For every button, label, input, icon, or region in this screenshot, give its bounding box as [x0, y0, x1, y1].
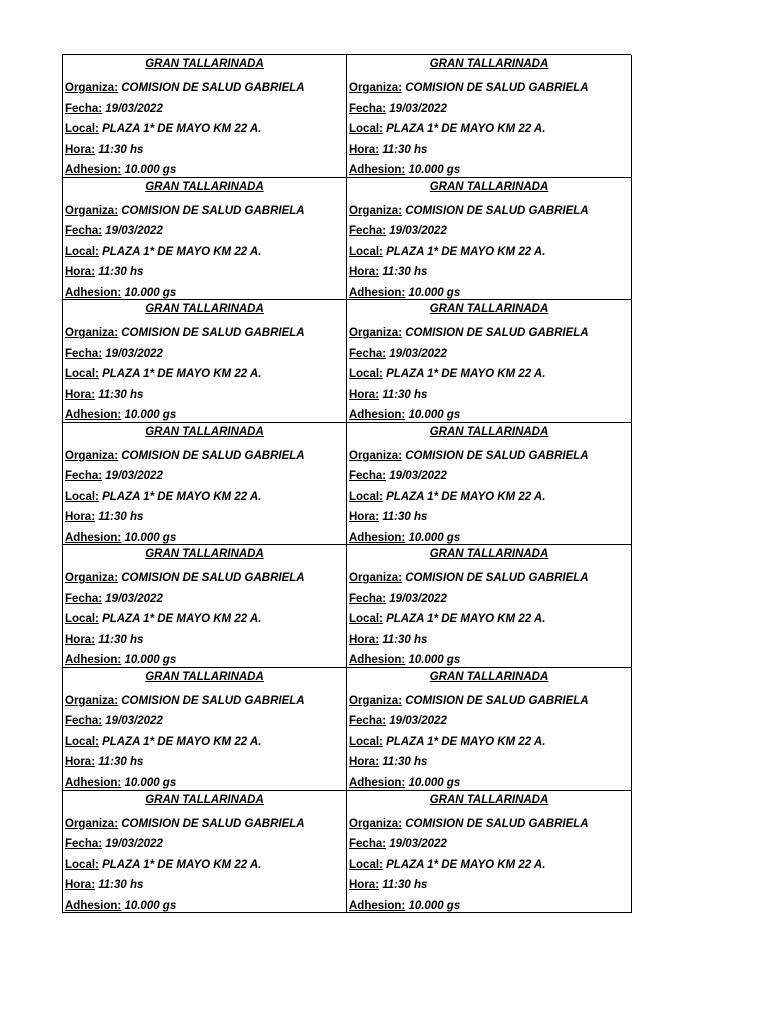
local-line	[65, 122, 261, 136]
fecha-label: Fecha:	[349, 715, 387, 728]
local-value: PLAZA 1* DE MAYO KM 22 A.	[102, 245, 262, 258]
local-value: PLAZA 1* DE MAYO KM 22 A.	[386, 245, 546, 258]
local-label: Local:	[349, 735, 383, 748]
hora-value: 11:30 hs	[98, 388, 144, 401]
ticket-title: GRAN TALLARINADA	[145, 670, 264, 683]
adhesion-label: Adhesion:	[349, 409, 406, 422]
organiza-label: Organiza:	[349, 327, 403, 340]
hora-label: Hora:	[65, 388, 96, 401]
fecha-line	[65, 347, 163, 361]
hora-value: 11:30 hs	[382, 266, 428, 279]
fecha-value: 19/03/2022	[389, 470, 447, 483]
hora-line	[349, 878, 427, 892]
ticket-title: GRAN TALLARINADA	[429, 180, 549, 193]
local-label: Local:	[65, 858, 99, 871]
organiza-line	[349, 204, 589, 218]
adhesion-value: 10.000 gs	[124, 776, 177, 789]
adhesion-value: 10.000 gs	[124, 409, 177, 422]
local-label: Local:	[65, 613, 99, 626]
local-value: PLAZA 1* DE MAYO KM 22 A.	[386, 735, 546, 748]
local-value: PLAZA 1* DE MAYO KM 22 A.	[102, 858, 262, 871]
ticket-card	[347, 178, 632, 301]
adhesion-value: 10.000 gs	[408, 164, 461, 176]
adhesion-value: 10.000 gs	[408, 531, 461, 544]
local-label: Local:	[65, 123, 99, 135]
organiza-line	[349, 81, 589, 95]
adhesion-value: 10.000 gs	[408, 654, 461, 667]
hora-label: Hora:	[349, 511, 380, 524]
ticket-title: GRAN TALLARINADA	[429, 548, 549, 561]
local-value: PLAZA 1* DE MAYO KM 22 A.	[102, 123, 262, 135]
fecha-value: 19/03/2022	[105, 592, 163, 605]
fecha-label: Fecha:	[349, 347, 387, 360]
organiza-label: Organiza:	[65, 204, 119, 217]
fecha-line	[65, 592, 163, 606]
ticket-card	[63, 55, 347, 178]
fecha-line	[65, 224, 163, 238]
local-value: PLAZA 1* DE MAYO KM 22 A.	[386, 858, 546, 871]
fecha-value: 19/03/2022	[389, 225, 447, 238]
adhesion-label: Adhesion:	[65, 286, 122, 299]
hora-label: Hora:	[349, 143, 380, 156]
adhesion-label: Adhesion:	[349, 164, 406, 176]
adhesion-line	[349, 408, 460, 422]
organiza-label: Organiza:	[65, 817, 119, 830]
adhesion-label: Adhesion:	[65, 654, 122, 667]
local-line	[65, 367, 261, 381]
adhesion-line	[65, 899, 176, 913]
ticket-title: GRAN TALLARINADA	[145, 425, 264, 438]
adhesion-value: 10.000 gs	[124, 654, 177, 667]
adhesion-value: 10.000 gs	[124, 899, 177, 912]
local-line	[349, 367, 545, 381]
organiza-label: Organiza:	[349, 817, 403, 830]
local-value: PLAZA 1* DE MAYO KM 22 A.	[386, 490, 546, 503]
ticket-card	[63, 668, 347, 791]
adhesion-label: Adhesion:	[349, 531, 406, 544]
organiza-line	[65, 204, 305, 218]
hora-line	[349, 388, 427, 402]
adhesion-line	[65, 286, 176, 300]
adhesion-value: 10.000 gs	[124, 164, 177, 176]
ticket-card	[63, 300, 347, 423]
ticket-title: GRAN TALLARINADA	[429, 303, 549, 316]
hora-label: Hora:	[349, 266, 380, 279]
adhesion-label: Adhesion:	[65, 531, 122, 544]
adhesion-label: Adhesion:	[65, 776, 122, 789]
ticket-card	[347, 545, 632, 668]
hora-line	[349, 633, 427, 647]
ticket-title: GRAN TALLARINADA	[429, 425, 549, 438]
hora-label: Hora:	[349, 756, 380, 769]
hora-label: Hora:	[349, 388, 380, 401]
adhesion-value: 10.000 gs	[124, 531, 177, 544]
fecha-value: 19/03/2022	[105, 838, 163, 851]
hora-label: Hora:	[349, 879, 380, 892]
organiza-line	[349, 326, 589, 340]
organiza-label: Organiza:	[349, 572, 403, 585]
fecha-value: 19/03/2022	[105, 347, 163, 360]
fecha-label: Fecha:	[65, 347, 103, 360]
ticket-title: GRAN TALLARINADA	[145, 793, 264, 806]
adhesion-line	[65, 531, 176, 545]
adhesion-label: Adhesion:	[65, 164, 122, 176]
hora-line	[65, 510, 143, 524]
ticket-card	[347, 300, 632, 423]
organiza-value: COMISION DE SALUD GABRIELA	[405, 449, 589, 462]
adhesion-value: 10.000 gs	[124, 286, 177, 299]
local-label: Local:	[349, 123, 383, 135]
hora-label: Hora:	[65, 266, 96, 279]
ticket-card	[63, 423, 347, 546]
adhesion-line	[349, 653, 460, 667]
organiza-line	[65, 817, 305, 831]
adhesion-label: Adhesion:	[349, 776, 406, 789]
organiza-line	[349, 817, 589, 831]
ticket-title: GRAN TALLARINADA	[145, 180, 264, 193]
hora-value: 11:30 hs	[98, 879, 144, 892]
local-line	[349, 858, 545, 872]
adhesion-line	[349, 163, 460, 177]
organiza-value: COMISION DE SALUD GABRIELA	[121, 204, 305, 217]
local-value: PLAZA 1* DE MAYO KM 22 A.	[102, 613, 262, 626]
fecha-label: Fecha:	[349, 838, 387, 851]
ticket-title: GRAN TALLARINADA	[429, 793, 549, 806]
hora-value: 11:30 hs	[382, 756, 428, 769]
organiza-label: Organiza:	[349, 449, 403, 462]
ticket-card	[347, 55, 632, 178]
fecha-line	[349, 714, 447, 728]
ticket-card	[63, 545, 347, 668]
hora-line	[65, 143, 143, 157]
hora-line	[349, 510, 427, 524]
fecha-label: Fecha:	[349, 592, 387, 605]
organiza-line	[349, 571, 589, 585]
hora-line	[65, 388, 143, 402]
local-label: Local:	[349, 490, 383, 503]
hora-line	[349, 755, 427, 769]
local-label: Local:	[349, 613, 383, 626]
fecha-value: 19/03/2022	[105, 470, 163, 483]
hora-value: 11:30 hs	[382, 143, 428, 156]
local-label: Local:	[65, 368, 99, 381]
adhesion-value: 10.000 gs	[408, 409, 461, 422]
fecha-label: Fecha:	[349, 470, 387, 483]
local-line	[65, 735, 261, 749]
adhesion-value: 10.000 gs	[408, 776, 461, 789]
adhesion-line	[65, 408, 176, 422]
organiza-value: COMISION DE SALUD GABRIELA	[405, 327, 589, 340]
local-line	[349, 245, 545, 259]
fecha-value: 19/03/2022	[389, 102, 447, 115]
fecha-label: Fecha:	[65, 592, 103, 605]
fecha-line	[349, 347, 447, 361]
local-label: Local:	[65, 245, 99, 258]
organiza-line	[65, 81, 305, 95]
organiza-value: COMISION DE SALUD GABRIELA	[405, 817, 589, 830]
local-line	[349, 490, 545, 504]
hora-line	[65, 633, 143, 647]
fecha-value: 19/03/2022	[389, 592, 447, 605]
organiza-label: Organiza:	[65, 694, 119, 707]
local-line	[349, 735, 545, 749]
adhesion-line	[65, 653, 176, 667]
organiza-line	[65, 571, 305, 585]
hora-label: Hora:	[349, 633, 380, 646]
hora-value: 11:30 hs	[382, 633, 428, 646]
organiza-value: COMISION DE SALUD GABRIELA	[121, 817, 305, 830]
ticket-title: GRAN TALLARINADA	[429, 58, 549, 70]
local-value: PLAZA 1* DE MAYO KM 22 A.	[386, 613, 546, 626]
local-value: PLAZA 1* DE MAYO KM 22 A.	[102, 735, 262, 748]
hora-value: 11:30 hs	[98, 633, 144, 646]
local-line	[349, 612, 545, 626]
hora-value: 11:30 hs	[98, 143, 144, 156]
adhesion-label: Adhesion:	[349, 286, 406, 299]
hora-label: Hora:	[65, 756, 96, 769]
local-value: PLAZA 1* DE MAYO KM 22 A.	[386, 123, 546, 135]
ticket-card	[347, 791, 632, 914]
local-label: Local:	[65, 735, 99, 748]
organiza-value: COMISION DE SALUD GABRIELA	[405, 204, 589, 217]
adhesion-value: 10.000 gs	[408, 899, 461, 912]
ticket-title: GRAN TALLARINADA	[145, 303, 264, 316]
fecha-value: 19/03/2022	[389, 715, 447, 728]
hora-value: 11:30 hs	[382, 511, 428, 524]
hora-line	[65, 878, 143, 892]
organiza-value: COMISION DE SALUD GABRIELA	[121, 572, 305, 585]
local-label: Local:	[65, 490, 99, 503]
organiza-value: COMISION DE SALUD GABRIELA	[405, 572, 589, 585]
adhesion-label: Adhesion:	[65, 899, 122, 912]
fecha-line	[65, 102, 163, 116]
hora-value: 11:30 hs	[382, 388, 428, 401]
fecha-value: 19/03/2022	[105, 102, 163, 115]
organiza-label: Organiza:	[349, 82, 403, 94]
local-value: PLAZA 1* DE MAYO KM 22 A.	[102, 368, 262, 381]
hora-label: Hora:	[65, 633, 96, 646]
fecha-line	[349, 469, 447, 483]
organiza-line	[349, 694, 589, 708]
hora-label: Hora:	[65, 879, 96, 892]
organiza-label: Organiza:	[65, 327, 119, 340]
ticket-card	[63, 178, 347, 301]
fecha-line	[349, 592, 447, 606]
fecha-label: Fecha:	[349, 225, 387, 238]
adhesion-line	[349, 776, 460, 790]
hora-value: 11:30 hs	[98, 756, 144, 769]
local-value: PLAZA 1* DE MAYO KM 22 A.	[386, 368, 546, 381]
hora-value: 11:30 hs	[98, 511, 144, 524]
organiza-label: Organiza:	[65, 449, 119, 462]
fecha-label: Fecha:	[65, 715, 103, 728]
local-line	[65, 858, 261, 872]
fecha-value: 19/03/2022	[389, 838, 447, 851]
hora-line	[349, 265, 427, 279]
local-line	[65, 245, 261, 259]
ticket-card	[347, 668, 632, 791]
adhesion-line	[349, 286, 460, 300]
fecha-label: Fecha:	[349, 102, 387, 115]
fecha-value: 19/03/2022	[105, 715, 163, 728]
fecha-line	[65, 714, 163, 728]
hora-label: Hora:	[65, 143, 96, 156]
local-line	[65, 490, 261, 504]
hora-line	[65, 755, 143, 769]
organiza-line	[65, 449, 305, 463]
adhesion-label: Adhesion:	[65, 409, 122, 422]
adhesion-label: Adhesion:	[349, 899, 406, 912]
hora-line	[65, 265, 143, 279]
organiza-value: COMISION DE SALUD GABRIELA	[405, 82, 589, 94]
fecha-label: Fecha:	[65, 225, 103, 238]
adhesion-line	[65, 776, 176, 790]
ticket-title: GRAN TALLARINADA	[145, 548, 264, 561]
ticket-sheet	[62, 54, 631, 913]
fecha-label: Fecha:	[65, 470, 103, 483]
local-value: PLAZA 1* DE MAYO KM 22 A.	[102, 490, 262, 503]
organiza-label: Organiza:	[65, 82, 119, 94]
adhesion-label: Adhesion:	[349, 654, 406, 667]
fecha-value: 19/03/2022	[105, 225, 163, 238]
hora-label: Hora:	[65, 511, 96, 524]
organiza-line	[349, 449, 589, 463]
ticket-title: GRAN TALLARINADA	[145, 58, 264, 70]
adhesion-value: 10.000 gs	[408, 286, 461, 299]
organiza-label: Organiza:	[349, 204, 403, 217]
organiza-label: Organiza:	[349, 694, 403, 707]
fecha-line	[65, 469, 163, 483]
hora-value: 11:30 hs	[382, 879, 428, 892]
organiza-value: COMISION DE SALUD GABRIELA	[121, 327, 305, 340]
ticket-title: GRAN TALLARINADA	[429, 670, 549, 683]
adhesion-line	[349, 531, 460, 545]
organiza-line	[65, 694, 305, 708]
fecha-label: Fecha:	[65, 838, 103, 851]
ticket-card	[63, 791, 347, 914]
hora-value: 11:30 hs	[98, 266, 144, 279]
fecha-value: 19/03/2022	[389, 347, 447, 360]
organiza-value: COMISION DE SALUD GABRIELA	[405, 694, 589, 707]
fecha-line	[349, 102, 447, 116]
local-label: Local:	[349, 368, 383, 381]
local-line	[349, 122, 545, 136]
organiza-label: Organiza:	[65, 572, 119, 585]
adhesion-line	[65, 163, 176, 177]
local-line	[65, 612, 261, 626]
organiza-value: COMISION DE SALUD GABRIELA	[121, 449, 305, 462]
local-label: Local:	[349, 858, 383, 871]
adhesion-line	[349, 899, 460, 913]
fecha-line	[349, 837, 447, 851]
organiza-value: COMISION DE SALUD GABRIELA	[121, 82, 305, 94]
hora-line	[349, 143, 427, 157]
fecha-line	[65, 837, 163, 851]
ticket-card	[347, 423, 632, 546]
organiza-line	[65, 326, 305, 340]
organiza-value: COMISION DE SALUD GABRIELA	[121, 694, 305, 707]
fecha-label: Fecha:	[65, 102, 103, 115]
fecha-line	[349, 224, 447, 238]
local-label: Local:	[349, 245, 383, 258]
